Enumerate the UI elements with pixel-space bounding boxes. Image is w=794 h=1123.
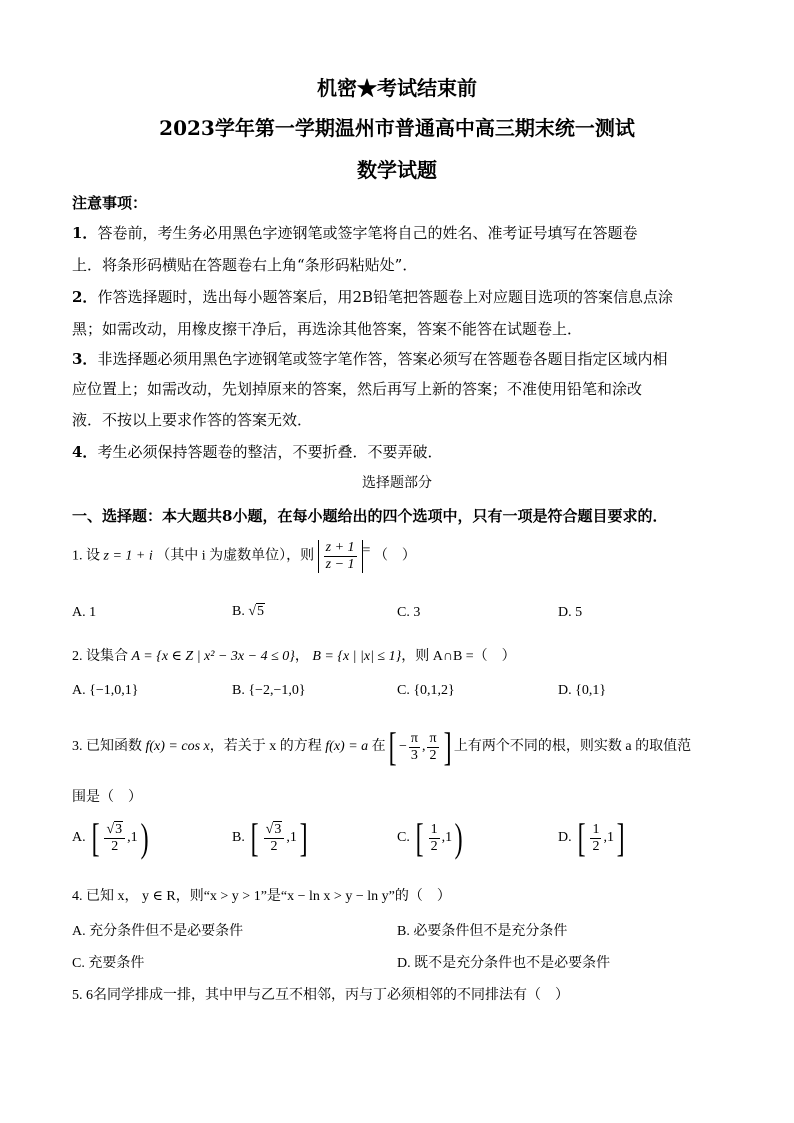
- confidential-mark: 机密★考试结束前: [317, 76, 477, 100]
- q4-option-a: A. 充分条件但不是必要条件: [72, 924, 244, 939]
- question-3-line2: 围是（ ）: [72, 790, 142, 805]
- exam-title: 2023学年第一学期温州市普通高中高三期末统一测试: [159, 116, 635, 140]
- q3-option-c: C. [ $\frac{1}{2}$ ,1): [397, 815, 463, 860]
- notice-item: 黑；如需改动，用橡皮擦干净后，再选涂其他答案，答案不能答在试题卷上．: [72, 320, 583, 338]
- notice-item: 3．非选择题必须用黑色字迹钢笔或签字笔作答，答案必须写在答题卷各题目指定区域内相: [72, 350, 668, 368]
- q1-option-b: B. √5: [232, 604, 265, 619]
- question-5: 5. 6名同学排成一排，其中甲与乙互不相邻，丙与丁必须相邻的不同排法有（ ）: [72, 988, 569, 1003]
- q1-option-a: A. 1: [72, 605, 97, 620]
- q1-option-c: C. 3: [397, 605, 421, 620]
- question-1: 1. 设 z = 1 + i （其中 i 为虚数单位），则 $\frac{z + 1}{z - 1}$ = （ ）: [72, 540, 416, 572]
- notice-item: 液．不按以上要求作答的答案无效．: [72, 411, 313, 429]
- q2-option-c: C. {0,1,2}: [397, 683, 455, 698]
- question-4: 4. 已知 x， y ∈ R，则“x > y > 1”是“x − ln x > y − ln y”的（ ）: [72, 889, 451, 904]
- part-title: 选择题部分: [362, 475, 432, 491]
- notice-item: 4．考生必须保持答题卷的整洁，不要折叠．不要弄破．: [72, 443, 443, 461]
- notice-item: 应位置上；如需改动，先划掉原来的答案，然后再写上新的答案；不准使用铅笔和涂改: [72, 380, 643, 398]
- subject-title: 数学试题: [357, 158, 437, 182]
- question-2: 2. 设集合 A = {x ∈ Z | x² − 3x − 4 ≤ 0}， B = {x | |x| ≤ 1}，则 A∩B =（ ）: [72, 649, 516, 664]
- notice-item: 2．作答选择题时，选出每小题答案后，用2B铅笔把答题卷上对应题目选项的答案信息点涂: [72, 288, 674, 306]
- section-heading: 一、选择题：本大题共8小题，在每小题给出的四个选项中，只有一项是符合题目要求的．: [72, 507, 668, 525]
- q4-option-c: C. 充要条件: [72, 956, 145, 971]
- notice-item: 1．答卷前，考生务必用黑色字迹钢笔或签字笔将自己的姓名、准考证号填写在答题卷: [72, 224, 638, 242]
- abs-fraction: $\frac{z + 1}{z - 1}$: [318, 540, 363, 573]
- q3-option-b: B. [ $\frac{√3}{2}$ ,1]: [232, 815, 308, 860]
- question-3: 3. 已知函数 f(x) = cos x，若关于 x 的方程 f(x) = a 在[ − $\frac{\pi}{3}$ , $\frac{\pi}{2}$ ] 上有两个不同的根，则实数 a 的取值范: [72, 724, 692, 769]
- q3-option-d: D. [ $\frac{1}{2}$ ,1]: [558, 815, 625, 860]
- notice-title: 注意事项：: [72, 194, 148, 212]
- q2-option-b: B. {−2,−1,0}: [232, 683, 306, 698]
- q4-option-d: D. 既不是充分条件也不是必要条件: [397, 956, 611, 971]
- q2-option-a: A. {−1,0,1}: [72, 683, 139, 698]
- q3-option-a: A. [ $\frac{√3}{2}$ ,1): [72, 815, 149, 860]
- q2-option-d: D. {0,1}: [558, 683, 607, 698]
- q1-option-d: D. 5: [558, 605, 583, 620]
- q4-option-b: B. 必要条件但不是充分条件: [397, 924, 568, 939]
- notice-item: 上．将条形码横贴在答题卷右上角“条形码粘贴处”．: [72, 256, 418, 274]
